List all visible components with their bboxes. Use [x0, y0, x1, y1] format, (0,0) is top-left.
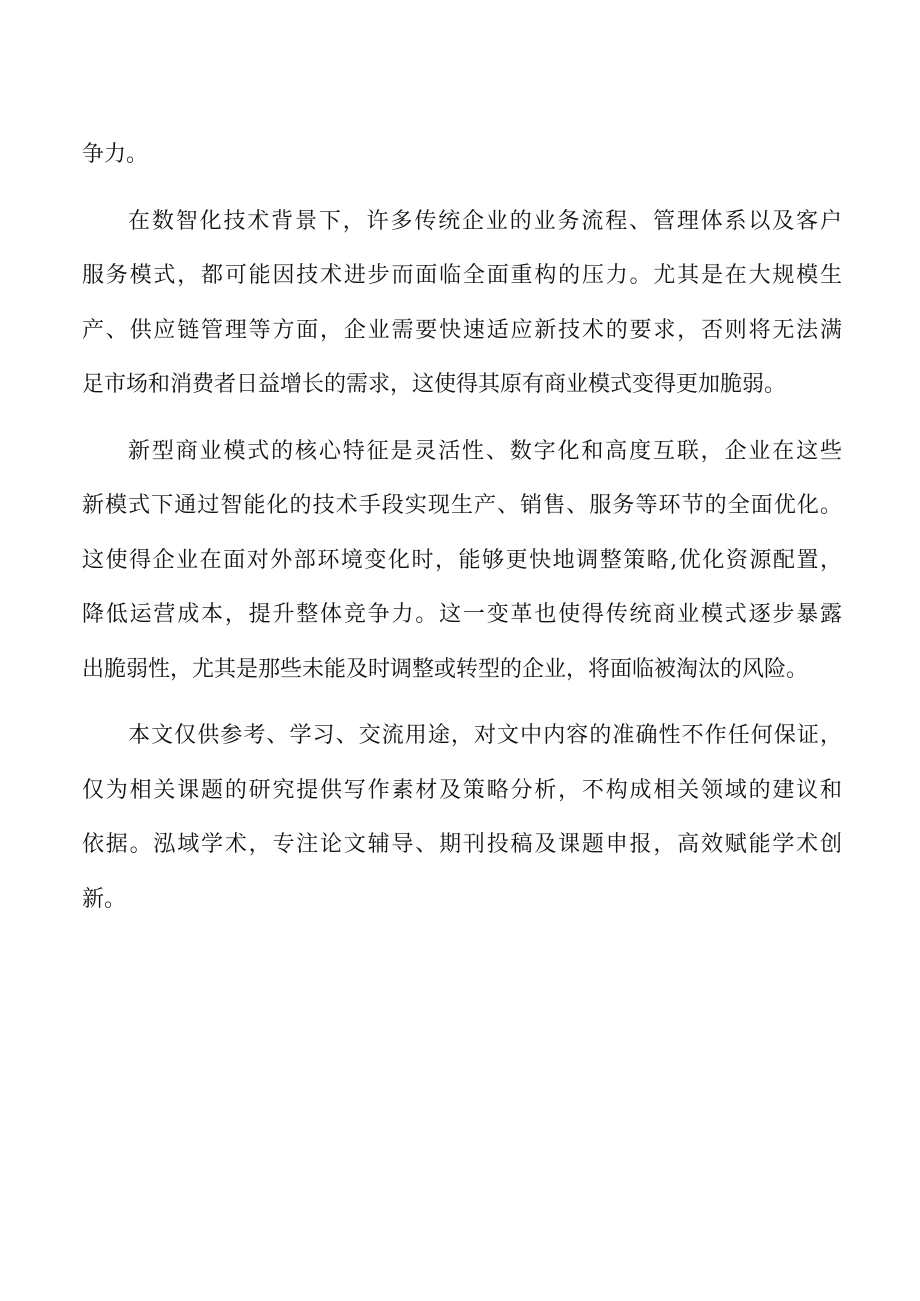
paragraph-line: 依据。泓域学术，专注论文辅导、期刊投稿及课题申报，高效赋能学术创	[82, 832, 842, 857]
paragraph-3	[82, 425, 842, 698]
paragraph-line: 产、供应链管理等方面，企业需要快速适应新技术的要求，否则将无法满	[82, 317, 842, 343]
paragraph-line: 在数智化技术背景下，许多传统企业的业务流程、管理体系以及客户	[128, 208, 842, 234]
paragraph-line: 新型商业模式的核心特征是灵活性、数字化和高度互联，企业在这些	[128, 438, 842, 464]
paragraph-line: 服务模式，都可能因技术进步而面临全面重构的压力。尤其是在大规模生	[82, 263, 842, 288]
paragraph-line: 这使得企业在面对外部环境变化时，能够更快地调整策略,优化资源配置，	[82, 547, 842, 573]
document-body	[82, 128, 842, 927]
paragraph-line: 争力。	[82, 142, 149, 167]
paragraph-line: 新模式下通过智能化的技术手段实现生产、销售、服务等环节的全面优化。	[82, 493, 842, 518]
paragraph-line: 降低运营成本，提升整体竞争力。这一变革也使得传统商业模式逐步暴露	[82, 602, 842, 627]
paragraph-1	[82, 128, 842, 183]
paragraph-4	[82, 709, 842, 927]
paragraph-line: 新。	[82, 886, 127, 912]
paragraph-2	[82, 195, 842, 413]
paragraph-line: 仅为相关课题的研究提供写作素材及策略分析，不构成相关领域的建议和	[82, 777, 842, 803]
paragraph-line: 出脆弱性，尤其是那些未能及时调整或转型的企业，将面临被淘汰的风险。	[82, 656, 809, 682]
paragraph-line: 本文仅供参考、学习、交流用途，对文中内容的准确性不作任何保证，	[128, 723, 842, 748]
paragraph-line: 足市场和消费者日益增长的需求，这使得其原有商业模式变得更加脆弱。	[82, 372, 787, 397]
